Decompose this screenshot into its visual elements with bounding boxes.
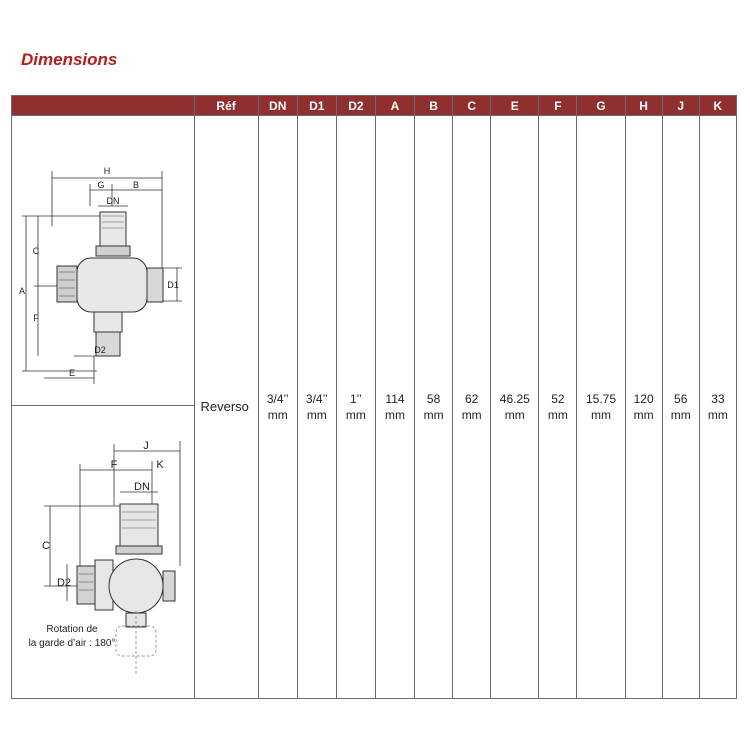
cell-b [415,116,453,699]
col-header-j: J [662,96,699,116]
section-title: Dimensions [21,50,118,69]
cell-c [453,116,491,699]
col-header-c: C [453,96,491,116]
col-header-d1: D1 [297,96,336,116]
cell-e-unit: mm [504,408,525,422]
dim-label-dn-side: DN [134,481,151,493]
dim-label-b: B [133,180,140,190]
cell-f-value: 52 [551,392,565,406]
cell-j [662,116,699,699]
cell-g-unit: mm [591,408,612,422]
front-view-drawing [12,116,193,405]
col-header-dn: DN [258,96,297,116]
dim-label-c: C [33,246,40,256]
dim-label-g: G [97,180,105,190]
cell-e [491,116,539,699]
header-row [12,96,737,116]
cell-d1 [297,116,336,699]
cell-b-unit: mm [423,408,444,422]
cell-a-unit: mm [385,408,405,422]
col-header-ref: Réf [194,96,258,116]
col-header-a: A [375,96,414,116]
col-header-f: F [539,96,577,116]
cell-d2-value: 1’’ [350,392,362,406]
cell-f-unit: mm [547,408,568,422]
cell-j-value: 56 [674,392,688,406]
col-header-e: E [491,96,539,116]
dimensions-table [11,95,737,699]
dim-label-d2: D2 [94,345,107,355]
col-header-h: H [625,96,662,116]
cell-ref: Reverso [194,116,258,699]
cell-dn-unit: mm [267,408,288,422]
cell-c-value: 62 [465,392,479,406]
cell-c-unit: mm [461,408,482,422]
dim-label-e: E [69,368,76,378]
cell-dn [258,116,297,699]
side-view-diagram [12,406,194,702]
cell-k-unit: mm [707,408,728,422]
cell-a [375,116,414,699]
cell-d2-unit: mm [345,408,366,422]
dim-label-c-side: C [42,540,51,552]
cell-dn-value: 3/4’’ [266,392,289,406]
header-blank-cell [12,96,195,116]
rotation-caption-line2: la garde d’air : 180° [28,638,116,649]
cell-g-value: 15.75 [586,392,617,406]
cell-k [699,116,736,699]
cell-d1-unit: mm [306,408,327,422]
dim-label-k: K [156,459,164,471]
cell-g [577,116,625,699]
diagram-cell [12,116,195,699]
dim-label-h: H [104,166,111,176]
cell-h [625,116,662,699]
table-row [12,116,737,699]
cell-d2 [336,116,375,699]
col-header-k: K [699,96,736,116]
cell-f [539,116,577,699]
dim-label-dn: DN [106,196,120,206]
col-header-d2: D2 [336,96,375,116]
dim-label-j: J [143,440,149,452]
dim-label-d2-side: D2 [57,577,72,589]
cell-e-value: 46.25 [499,392,530,406]
dim-label-f: F [33,313,39,323]
cell-k-value: 33 [711,392,725,406]
dim-label-a: A [19,286,26,296]
cell-h-unit: mm [633,408,654,422]
cell-d1-value: 3/4’’ [305,392,328,406]
side-view-drawing [12,406,193,698]
cell-a-value: 114 [385,392,405,406]
col-header-g: G [577,96,625,116]
cell-h-value: 120 [633,392,654,406]
dim-label-d1: D1 [167,280,180,290]
dim-label-f-side: F [110,459,118,471]
cell-j-unit: mm [670,408,691,422]
rotation-caption-line1: Rotation de [46,624,98,635]
front-view-diagram [12,116,194,406]
col-header-b: B [415,96,453,116]
cell-b-value: 58 [426,392,441,406]
